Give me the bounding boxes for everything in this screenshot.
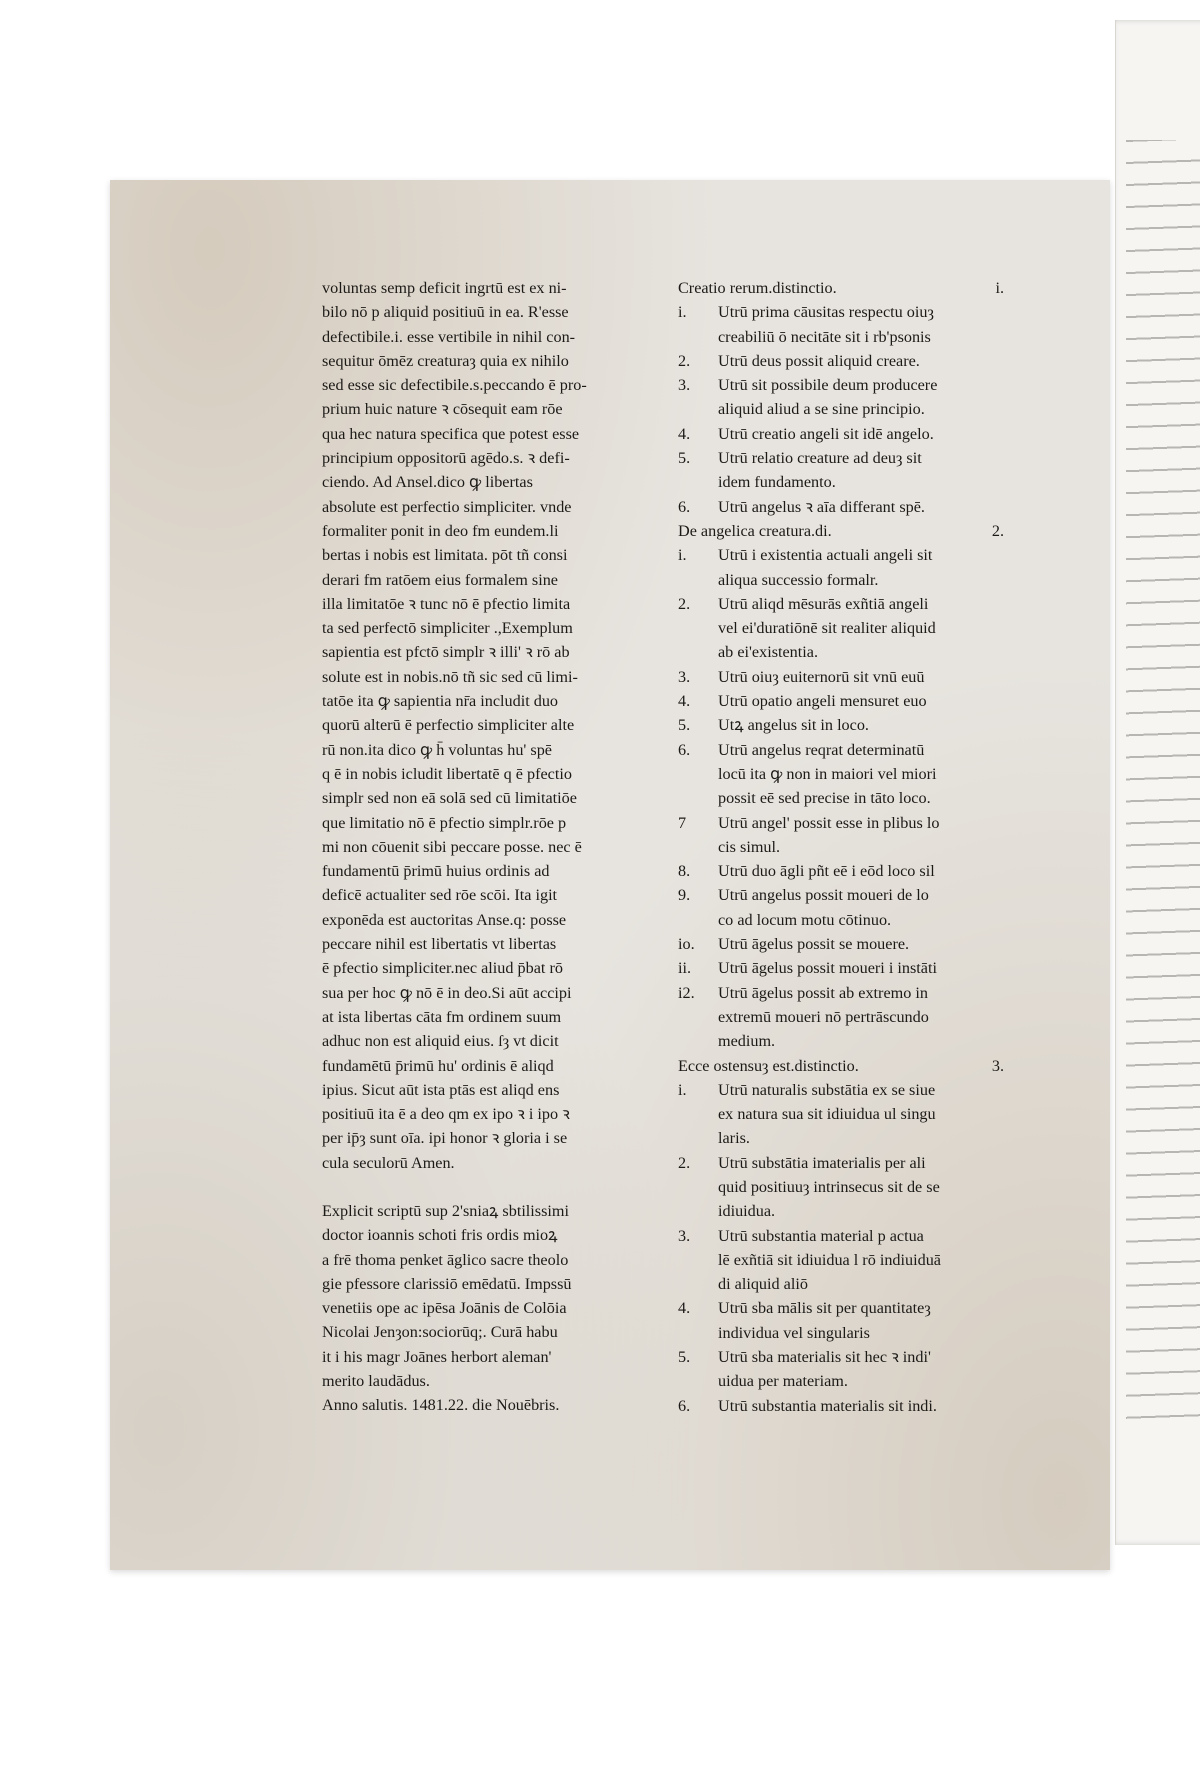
colophon bbox=[322, 1199, 667, 1418]
question-text bbox=[718, 1224, 941, 1297]
column-gap bbox=[322, 1175, 667, 1199]
question-item bbox=[678, 300, 1018, 349]
question-line: cis simul. bbox=[718, 837, 781, 856]
left-text-column bbox=[322, 276, 667, 1418]
question-number: 9. bbox=[678, 886, 691, 905]
question-item bbox=[678, 738, 1018, 811]
question-line: Utrū oiuȝ euiternorū sit vnū euū bbox=[718, 667, 925, 686]
question-line: Utrū substantia materialis sit indi. bbox=[718, 1396, 937, 1415]
question-text bbox=[718, 446, 922, 495]
section-heading bbox=[678, 1054, 1018, 1078]
section-title: Creatio rerum.distinctio. bbox=[678, 279, 837, 297]
question-text bbox=[718, 883, 929, 932]
text-line: mi non cōuenit sibi peccare posse. nec ē bbox=[322, 837, 582, 856]
question-item bbox=[678, 859, 1018, 883]
question-item bbox=[678, 1394, 1018, 1418]
question-item bbox=[678, 1345, 1018, 1394]
text-line: at ista libertas cāta fm ordinem suum bbox=[322, 1007, 562, 1026]
question-text bbox=[718, 738, 937, 811]
text-line: defectibile.i. esse vertibile in nihil con- bbox=[322, 327, 576, 346]
question-line: Utrū deus possit aliquid creare. bbox=[718, 351, 920, 370]
treatise-ending bbox=[322, 276, 667, 1175]
text-line: qua hec natura specifica que potest esse bbox=[322, 424, 580, 443]
question-text bbox=[718, 592, 936, 665]
text-line: derari fm ratōem eius formalem sine bbox=[322, 570, 558, 589]
question-item bbox=[678, 495, 1018, 519]
question-line: medium. bbox=[718, 1032, 776, 1051]
table-of-questions bbox=[678, 276, 1018, 1418]
text-line: bertas i nobis est limitata. pōt tñ consi bbox=[322, 546, 568, 565]
question-item bbox=[678, 883, 1018, 932]
text-line: principium oppositorū agēdo.s. ꝛ defi- bbox=[322, 449, 570, 468]
text-line: absolute est perfectio simpliciter. vnde bbox=[322, 497, 572, 516]
question-line: Utrū āgelus possit se mouere. bbox=[718, 935, 910, 954]
question-line: ab ei'existentia. bbox=[718, 643, 819, 662]
colophon-line: merito laudādus. bbox=[322, 1372, 430, 1391]
question-text bbox=[718, 373, 937, 422]
question-line: Utrū āgelus possit ab extremo in bbox=[718, 983, 928, 1002]
question-line: ex natura sua sit idiuidua ul singu bbox=[718, 1105, 936, 1124]
colophon-line: doctor ioannis schoti fris ordis mioꝝ bbox=[322, 1226, 558, 1245]
text-line: tatōe ita ꝙ sapientia nr̄a includit duo bbox=[322, 692, 559, 711]
question-text bbox=[718, 859, 935, 883]
text-line: positiuū ita ē a deo qm ex ipo ꝛ i ipo ꝛ bbox=[322, 1105, 570, 1124]
question-text bbox=[718, 1078, 936, 1151]
question-line: possit eē sed precise in tāto loco. bbox=[718, 789, 931, 808]
question-item bbox=[678, 1078, 1018, 1151]
text-line: sed esse sic defectibile.s.peccando ē pro- bbox=[322, 376, 587, 395]
question-number: i2. bbox=[678, 983, 695, 1002]
question-number: 2. bbox=[678, 1153, 691, 1172]
question-line: aliquid aliud a se sine principio. bbox=[718, 400, 925, 419]
question-line: Utrū angel' possit esse in plibus lo bbox=[718, 813, 940, 832]
question-line: Utrū aliqd mēsurās exñtiā angeli bbox=[718, 594, 929, 613]
section-number: i. bbox=[995, 279, 1004, 297]
question-number: i. bbox=[678, 1080, 687, 1099]
question-number: 3. bbox=[678, 667, 691, 686]
question-number: 8. bbox=[678, 862, 691, 881]
question-item bbox=[678, 1151, 1018, 1224]
question-line: aliqua successio formalr. bbox=[718, 570, 879, 589]
text-line: formaliter ponit in deo fm eundem.li bbox=[322, 521, 559, 540]
question-line: Utrū creatio angeli sit idē angelo. bbox=[718, 424, 934, 443]
colophon-line: venetiis ope ac ipēsa Joānis de Colōia bbox=[322, 1299, 567, 1318]
question-line: Utrū opatio angeli mensuret euo bbox=[718, 692, 927, 711]
text-line: voluntas semp deficit ingrtū est ex ni- bbox=[322, 279, 567, 297]
question-line: quid positiuuȝ intrinsecus sit de se bbox=[718, 1177, 940, 1196]
question-item bbox=[678, 665, 1018, 689]
question-item bbox=[678, 373, 1018, 422]
text-line: exponēda est auctoritas Anse.q: posse bbox=[322, 910, 567, 929]
text-line: fundamētū p̄rimū hu' ordinis ē aliqd bbox=[322, 1056, 554, 1075]
section-title: Ecce ostensuȝ est.distinctio. bbox=[678, 1056, 859, 1075]
text-line: fundamentū p̄rimū huius ordinis ad bbox=[322, 862, 550, 881]
question-line: Utrū angelus ꝛ aīa differant spē. bbox=[718, 497, 925, 516]
colophon-line: Nicolai Jenȝon:sociorūq;. Curā habu bbox=[322, 1323, 558, 1342]
question-number: 3. bbox=[678, 376, 691, 395]
section-title: De angelica creatura.di. bbox=[678, 521, 832, 540]
distinctio-section bbox=[678, 519, 1018, 1054]
text-line: simplr sed non eā solā sed cū limitatiōe bbox=[322, 789, 577, 808]
question-text bbox=[718, 349, 920, 373]
colophon-line: gie pfessore clarissiō emēdatū. Impssū bbox=[322, 1274, 572, 1293]
question-item bbox=[678, 446, 1018, 495]
question-item bbox=[678, 811, 1018, 860]
question-text bbox=[718, 300, 934, 349]
question-number: 6. bbox=[678, 1396, 691, 1415]
section-heading bbox=[678, 519, 1018, 543]
question-item bbox=[678, 932, 1018, 956]
question-number: 3. bbox=[678, 1226, 691, 1245]
question-number: 4. bbox=[678, 692, 691, 711]
question-text bbox=[718, 932, 909, 956]
text-line: prium huic nature ꝛ cōsequit eam rōe bbox=[322, 400, 563, 419]
question-line: Utꝝ angelus sit in loco. bbox=[718, 716, 869, 735]
text-line: per ip̄ȝ sunt oīa. ipi honor ꝛ gloria i se bbox=[322, 1129, 568, 1148]
text-line: q ē in nobis icludit libertatē q ē pfectio bbox=[322, 764, 572, 783]
section-number: 2. bbox=[991, 521, 1004, 540]
question-line: Utrū angelus reqrat determinatū bbox=[718, 740, 925, 759]
question-item bbox=[678, 689, 1018, 713]
question-text bbox=[718, 665, 924, 689]
text-line: rū non.ita dico ꝙ h̄ voluntas hu' spē bbox=[322, 740, 552, 759]
text-line: bilo nō p aliquid positiuū in ea. R'esse bbox=[322, 303, 569, 322]
question-number: i. bbox=[678, 303, 687, 322]
question-text bbox=[718, 956, 937, 980]
question-number: 4. bbox=[678, 1299, 691, 1318]
text-line: cula seculorū Amen. bbox=[322, 1153, 455, 1172]
section-number: 3. bbox=[991, 1056, 1004, 1075]
text-line: ciendo. Ad Ansel.dico ꝙ libertas bbox=[322, 473, 533, 492]
colophon-line: a frē thoma penket āglico sacre theolo bbox=[322, 1250, 569, 1269]
question-item bbox=[678, 1296, 1018, 1345]
question-text bbox=[718, 811, 939, 860]
question-item bbox=[678, 713, 1018, 737]
question-line: uidua per materiam. bbox=[718, 1372, 848, 1391]
question-line: individua vel singularis bbox=[718, 1323, 870, 1342]
question-item bbox=[678, 981, 1018, 1054]
question-line: idiuidua. bbox=[718, 1202, 776, 1221]
question-item bbox=[678, 349, 1018, 373]
question-line: Utrū substātia imaterialis per ali bbox=[718, 1153, 926, 1172]
question-text bbox=[718, 1296, 931, 1345]
question-item bbox=[678, 543, 1018, 592]
question-line: Utrū sit possibile deum producere bbox=[718, 376, 938, 395]
text-line: sequitur ōmēz creaturaȝ quia ex nihilo bbox=[322, 351, 569, 370]
question-line: Utrū āgelus possit moueri i instāti bbox=[718, 959, 937, 978]
question-text bbox=[718, 1345, 931, 1394]
question-text bbox=[718, 1151, 940, 1224]
question-line: Utrū i existentia actuali angeli sit bbox=[718, 546, 933, 565]
question-line: lē exñtiā sit idiuidua l rō indiuiduā bbox=[718, 1250, 941, 1269]
text-line: peccare nihil est libertatis vt libertas bbox=[322, 935, 557, 954]
facing-page-text-bleed bbox=[1126, 140, 1200, 1420]
question-number: 5. bbox=[678, 1348, 691, 1367]
question-item bbox=[678, 1224, 1018, 1297]
question-text bbox=[718, 422, 934, 446]
question-number: 5. bbox=[678, 449, 691, 468]
question-item bbox=[678, 422, 1018, 446]
text-line: ipius. Sicut aūt ista ptās est aliqd ens bbox=[322, 1080, 560, 1099]
question-line: Utrū sba materialis sit hec ꝛ indi' bbox=[718, 1348, 931, 1367]
question-number: ii. bbox=[678, 959, 692, 978]
colophon-line: it i his magr Joānes herbort aleman' bbox=[322, 1347, 552, 1366]
question-text bbox=[718, 543, 932, 592]
text-line: quorū alterū ē perfectio simpliciter alte bbox=[322, 716, 575, 735]
question-number: 5. bbox=[678, 716, 691, 735]
section-heading bbox=[678, 276, 1018, 300]
question-line: creabiliū ō necitāte sit i rb'psonis bbox=[718, 327, 931, 346]
question-number: 6. bbox=[678, 740, 691, 759]
text-line: ē pfectio simpliciter.nec aliud p̄bat rō bbox=[322, 959, 563, 978]
text-line: deficē actualiter sed rōe scōi. Ita igit bbox=[322, 886, 558, 905]
question-text bbox=[718, 495, 925, 519]
question-line: di aliquid aliō bbox=[718, 1275, 808, 1294]
question-number: i. bbox=[678, 546, 687, 565]
question-number: 6. bbox=[678, 497, 691, 516]
question-line: Utrū duo āgli pñt eē i eōd loco sil bbox=[718, 862, 935, 881]
question-line: Utrū sba mālis sit per quantitateȝ bbox=[718, 1299, 931, 1318]
question-line: Utrū substantia material p actua bbox=[718, 1226, 924, 1245]
text-line: sua per hoc ꝙ nō ē in deo.Si aūt accipi bbox=[322, 983, 572, 1002]
colophon-line: Explicit scriptū sup 2'sniaꝝ sbtilissimi bbox=[322, 1201, 569, 1220]
right-text-column bbox=[678, 276, 1018, 1418]
distinctio-section bbox=[678, 276, 1018, 519]
colophon-line: Anno salutis. 1481.22. die Nouēbris. bbox=[322, 1396, 560, 1415]
question-line: extremū moueri nō pertrāscundo bbox=[718, 1007, 929, 1026]
question-number: io. bbox=[678, 935, 695, 954]
question-number: 7 bbox=[678, 813, 687, 832]
question-line: vel ei'duratiōnē sit realiter aliquid bbox=[718, 619, 936, 638]
question-text bbox=[718, 1394, 937, 1418]
facing-page-edge bbox=[1115, 20, 1200, 1545]
question-line: co ad locum motu cōtinuo. bbox=[718, 910, 892, 929]
text-line: que limitatio nō ē pfectio simplr.rōe p bbox=[322, 813, 567, 832]
question-item bbox=[678, 956, 1018, 980]
question-line: Utrū naturalis substātia ex se siue bbox=[718, 1080, 936, 1099]
text-line: ta sed perfectō simpliciter .,Exemplum bbox=[322, 619, 573, 638]
question-number: 2. bbox=[678, 351, 691, 370]
text-line: sapientia est pfctō simplr ꝛ illi' ꝛ rō ab bbox=[322, 643, 570, 662]
question-line: Utrū prima cāusitas respectu oiuȝ bbox=[718, 303, 934, 322]
question-number: 4. bbox=[678, 424, 691, 443]
question-item bbox=[678, 592, 1018, 665]
question-line: locū ita ꝙ non in maiori vel miori bbox=[718, 764, 937, 783]
question-number: 2. bbox=[678, 594, 691, 613]
question-line: Utrū angelus possit moueri de lo bbox=[718, 886, 929, 905]
question-line: idem fundamento. bbox=[718, 473, 836, 492]
text-line: adhuc non est aliquid eius. ſȝ vt dicit bbox=[322, 1032, 559, 1051]
question-text bbox=[718, 981, 929, 1054]
question-text bbox=[718, 689, 927, 713]
text-line: solute est in nobis.nō tñ sic sed cū limi- bbox=[322, 667, 578, 686]
question-text bbox=[718, 713, 869, 737]
question-line: laris. bbox=[718, 1129, 750, 1148]
distinctio-section bbox=[678, 1054, 1018, 1418]
text-line: illa limitatōe ꝛ tunc nō ē pfectio limita bbox=[322, 594, 571, 613]
question-line: Utrū relatio creature ad deuȝ sit bbox=[718, 449, 922, 468]
